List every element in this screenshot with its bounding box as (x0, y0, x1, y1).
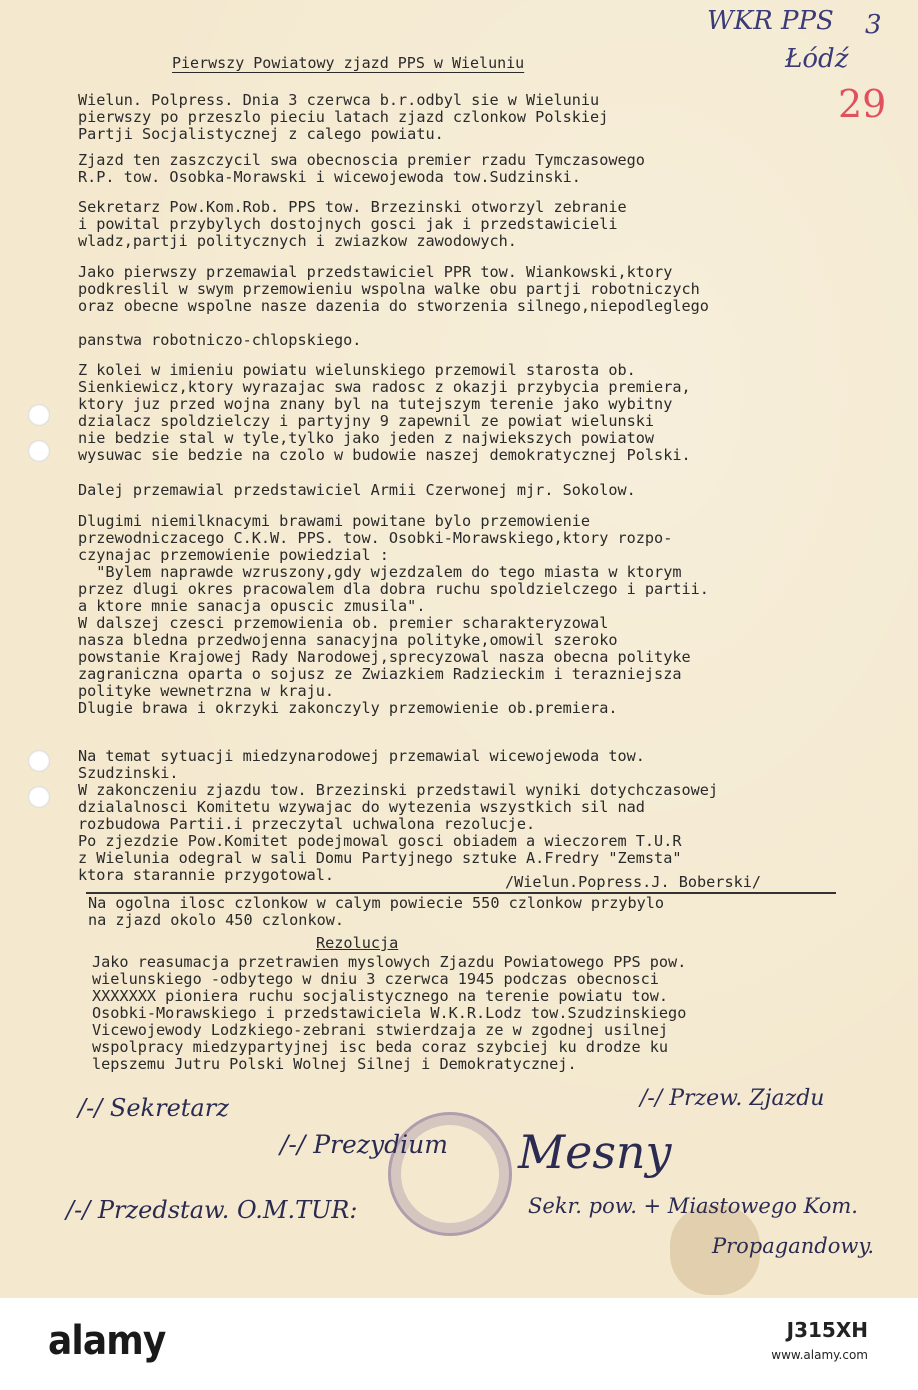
brand-logo: alamy (48, 1318, 166, 1364)
paragraph-closing: Na temat sytuacji miedzynarodowej przemawial wicewojewoda tow. Szudzinski. W zakonczeniu zjazdu tow. Brzezinski przedstawil wyniki dotychczasowej dzialalnosci Komitetu wzywajac do wytezenia wszystkich sil nad rozbudowa Partii.i przeczytal uchwalona rezolucje. Po zjezdzie Pow.Komitet podejmowal gosci obiadem a wieczorem T.U.R z Wielunia odegral w sali Domu Partyjnego sztuke A.Fredry "Zemsta" ktora starannie przygotowal. (78, 747, 719, 884)
paragraph-ppr-speech: Jako pierwszy przemawial przedstawiciel PPR tow. Wiankowski,ktory podkreslil w swym przemowieniu wspolna walke obu partji robotniczych oraz obecne wspolne nasze dazenia do stworzenia silnego,niepodleglego panstwa robotniczo-chlopskiego. (78, 263, 709, 349)
signature-propaganda-line2: Propagandowy. (712, 1234, 875, 1258)
paragraph-starosta-speech: Z kolei w imieniu powiatu wielunskiego przemowil starosta ob. Sienkiewicz,ktory wyrazajac swa radosc z okazji przybycia premiera, ktory juz przed wojna znany byl na tutejszym terenie jako wybitny dzialacz spoldzielczy i partyjny 9 zapewnil ze powiat wielunski nie bedzie stal w tyle,tylko jako jeden z najwiekszych powiatow wysuwac sie bedzie na czolo w budowie naszej demokratycznej Polski. (78, 361, 691, 464)
paragraph-secretary: Sekretarz Pow.Kom.Rob. PPS tow. Brzezinski otworzyl zebranie i powital przybylych dostojnych gosci jak i przedstawicieli wladz,partji politycznych i zwiazkow zawodowych. (78, 198, 627, 250)
resolution-text: Jako reasumacja przetrawien myslowych Zjazdu Powiatowego PPS pow. wielunskiego -odbytego w dniu 3 czerwca 1945 podczas obecnosci XXXXXXX pioniera ruchu socjalistycznego na terenie powiatu tow. Osobki-Morawskiego i przedstawiciela W.K.R.Lodz tow.Szudzinskiego Vicewojewody Lodzkiego-zebrani stwierdzaja ze w zgodnej usilnej wspolpracy miedzypartyjnej isc beda coraz szybciej ku drodze ku lepszemu Jutru Polski Wolnej Silnej i Demokratycznej. (92, 953, 687, 1073)
paragraph-premier-speech: Dlugimi niemilknacymi brawami powitane bylo przemowienie przewodniczacego C.K.W. PPS. tow. Osobki-Morawskiego,ktory rozpo- czynajac przemowienie powiedzial : "Bylem naprawde wzruszony,gdy wjezdzalem do tego miasta w ktorym przez dlugi okres pracowalem dla dobra ruchu spoldzielczego i partii. a ktore mnie sanacja opuscic zmusila". W dalszej czesci przemowienia ob. premier scharakteryzowal nasza bledna przedwojenna sanacyjna polityke,omowil szeroko powstanie Krajowej Rady Narodowej,sprecyzowal nasza obecna polityke zagraniczna oparta o sojusz ze Zwiazkiem Radzieckim i terazniejsza polityke wewnetrzna w kraju. Dlugie brawa i okrzyki zakonczyly przemowienie ob.premiera. (78, 512, 709, 717)
archive-reference: WKR PPS (707, 6, 834, 36)
signature-propaganda-line1: Sekr. pow. + Miastowego Kom. (528, 1194, 858, 1218)
paragraph-guests: Zjazd ten zaszczycil swa obecnoscia premier rzadu Tymczasowego R.P. tow. Osobka-Morawski i wicewojewoda tow.Sudzinski. (78, 151, 645, 186)
paragraph-red-army: Dalej przemawial przedstawiciel Armii Czerwonej mjr. Sokolow. (78, 481, 636, 499)
paragraph-opening: Wielun. Polpress. Dnia 3 czerwca b.r.odbyl sie w Wieluniu pierwszy po przeszlo pieciu latach zjazd czlonkow Polskiej Partji Socjalistycznej z calego powiatu. (78, 91, 609, 143)
page-number: 29 (838, 82, 887, 126)
punch-hole (28, 786, 50, 808)
punch-hole (28, 440, 50, 462)
archive-city: Łódź (785, 44, 849, 74)
byline: /Wielun.Popress.J. Boberski/ (505, 873, 762, 891)
handwritten-signature: Mesny (518, 1125, 672, 1179)
document-title: Pierwszy Powiatowy zjazd PPS w Wieluniu (172, 54, 525, 72)
signature-tur: /-/ Przedstaw. O.M.TUR: (66, 1196, 358, 1224)
signature-secretary: /-/ Sekretarz (78, 1094, 229, 1122)
punch-hole (28, 750, 50, 772)
site-url: www.alamy.com (771, 1348, 868, 1362)
punch-hole (28, 404, 50, 426)
image-id-block (771, 1318, 868, 1362)
signature-chairman: /-/ Przew. Zjazdu (640, 1086, 825, 1111)
image-id: J315XH (786, 1318, 868, 1342)
signature-presidium: /-/ Prezydium (280, 1130, 448, 1159)
archive-number: 3 (865, 10, 882, 40)
resolution-heading: Rezolucja (316, 934, 399, 952)
paragraph-attendance: Na ogolna ilosc czlonkow w calym powiecie 550 czlonkow przybylo na zjazd okolo 450 czlonkow. (88, 894, 665, 929)
